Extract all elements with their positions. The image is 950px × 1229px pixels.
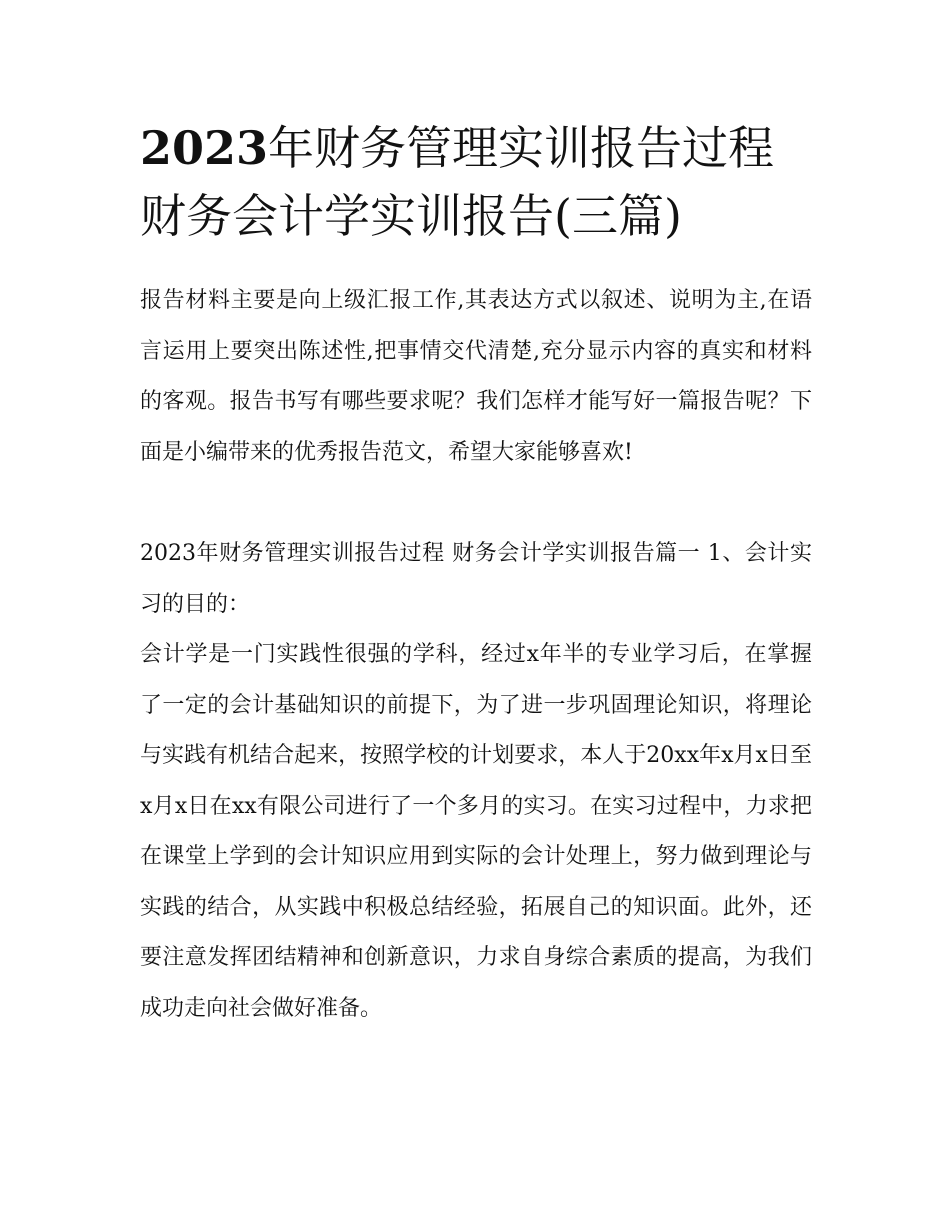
- intro-paragraph: 报告材料主要是向上级汇报工作,其表达方式以叙述、说明为主,在语言运用上要突出陈述性,把事情交代清楚,充分显示内容的真实和材料的客观。报告书写有哪些要求呢？我们怎样才能写好一篇报告呢？下面是小编带来的优秀报告范文，希望大家能够喜欢!: [140, 288, 812, 465]
- title-line2: 财务会计学实训报告(三篇): [140, 189, 682, 243]
- document-title: [140, 114, 812, 250]
- title-year: 2023: [140, 121, 269, 175]
- title-line1-rest: 年财务管理实训报告过程: [268, 121, 775, 175]
- body-paragraph: 会计学是一门实践性很强的学科，经过x年半的专业学习后，在掌握了一定的会计基础知识的前提下，为了进一步巩固理论知识，将理论与实践有机结合起来，按照学校的计划要求，本人于20xx年x月x日至x月x日在xx有限公司进行了一个多月的实习。在实习过程中，力求把在课堂上学到的会计知识应用到实际的会计处理上，努力做到理论与实践的结合，从实践中积极总结经验，拓展自己的知识面。此外，还要注意发挥团结精神和创新意识，力求自身综合素质的提高，为我们成功走向社会做好准备。: [140, 642, 812, 1021]
- section-heading: 2023年财务管理实训报告过程 财务会计学实训报告篇一 1、会计实习的目的：: [140, 541, 812, 617]
